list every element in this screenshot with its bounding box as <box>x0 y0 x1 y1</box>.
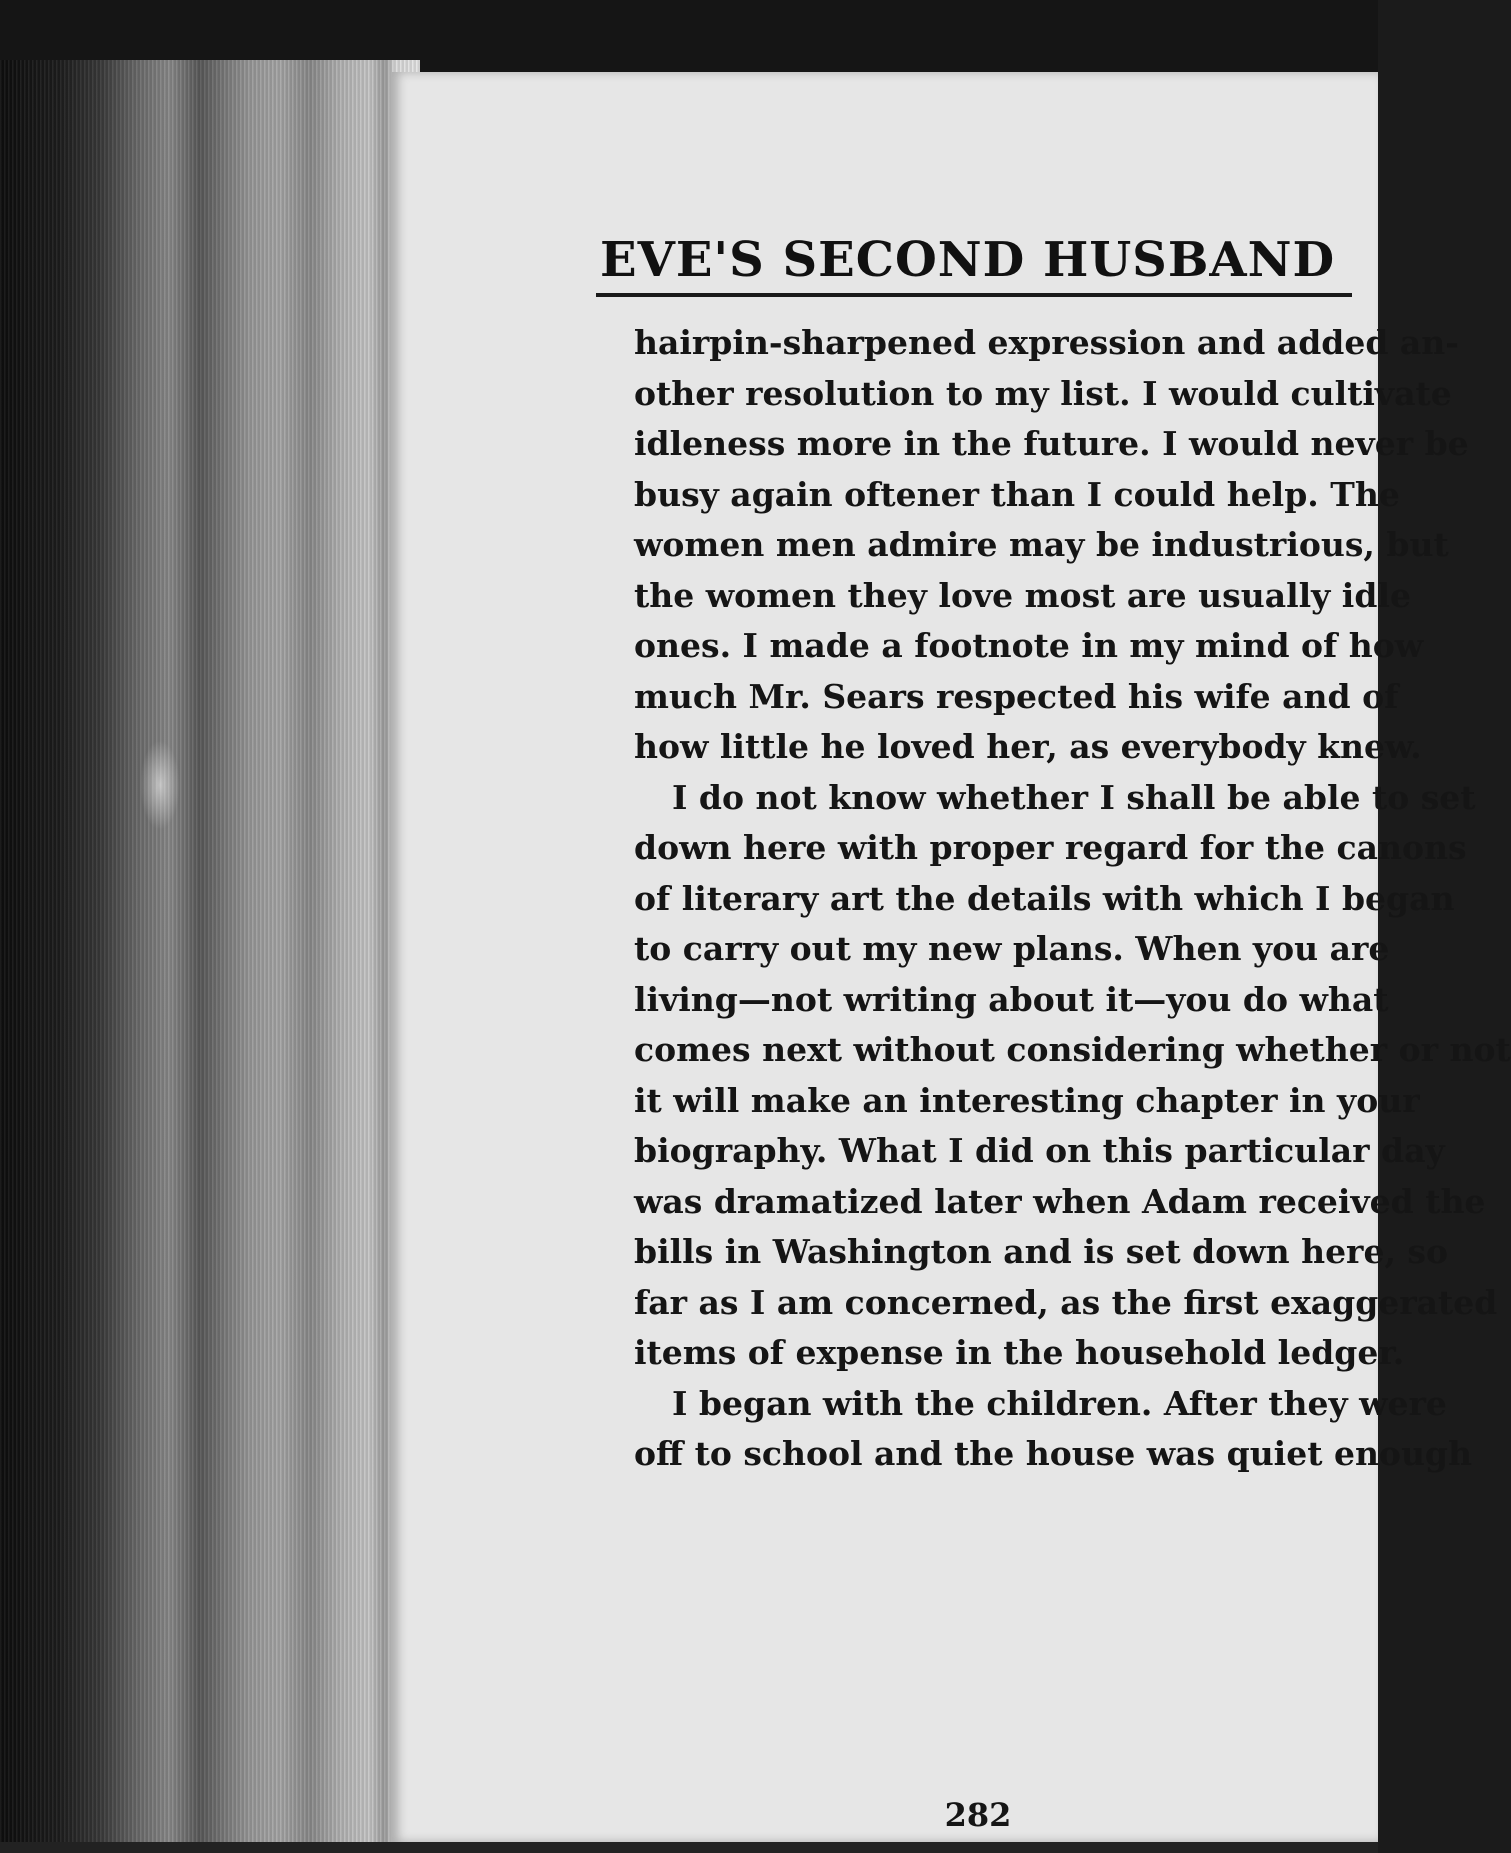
paragraph-2 <box>596 773 1511 1379</box>
text-line: off to school and the house was quiet enough <box>634 1434 1473 1473</box>
text-line: I began with the children. After they were <box>672 1383 1447 1423</box>
running-head-rule <box>596 293 1352 297</box>
text-line: to carry out my new plans. When you are <box>634 929 1390 968</box>
text-line: much Mr. Sears respected his wife and of <box>634 676 1399 716</box>
paragraph-3 <box>596 1379 1473 1480</box>
scan-bottom-border <box>0 1842 1378 1853</box>
text-line: women men admire may be industrious, but <box>634 525 1449 564</box>
page-number: 282 <box>944 1796 1012 1834</box>
text-line: of literary art the details with which I began <box>634 878 1455 918</box>
paragraph-1 <box>596 318 1469 773</box>
text-line: idleness more in the future. I would never be <box>634 424 1469 463</box>
text-line: living—not writing about it—you do what <box>634 979 1389 1019</box>
running-head: EVE'S SECOND HUSBAND <box>600 232 1336 288</box>
text-line: items of expense in the household ledger. <box>634 1333 1405 1372</box>
text-line: I do not know whether I shall be able to set <box>672 777 1476 817</box>
edge-glare <box>140 740 180 830</box>
text-line: down here with proper regard for the canons <box>634 828 1467 867</box>
text-line: how little he loved her, as everybody knew. <box>634 727 1422 766</box>
text-line: biography. What I did on this particular day <box>634 1131 1445 1170</box>
text-line: was dramatized later when Adam received the <box>634 1181 1486 1221</box>
text-line: comes next without considering whether or not <box>634 1030 1511 1069</box>
text-line: far as I am concerned, as the first exaggerated <box>634 1282 1498 1322</box>
text-line: other resolution to my list. I would cultivate <box>634 373 1452 413</box>
book-page-edges <box>0 60 420 1853</box>
text-line: ones. I made a footnote in my mind of how <box>634 626 1424 665</box>
text-line: the women they love most are usually idle <box>634 575 1411 615</box>
body-text <box>596 318 1511 1834</box>
text-line: busy again oftener than I could help. The <box>634 474 1400 514</box>
text-line: hairpin-sharpened expression and added an- <box>634 323 1459 362</box>
text-line: it will make an interesting chapter in your <box>634 1080 1420 1120</box>
text-line: bills in Washington and is set down here, so <box>634 1232 1449 1271</box>
